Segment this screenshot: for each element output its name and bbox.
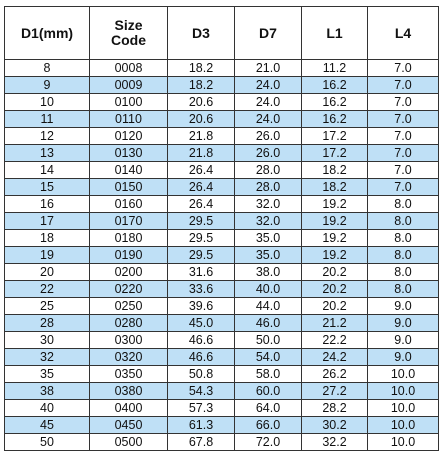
cell-l4: 10.0 [368,383,439,400]
cell-l4: 10.0 [368,434,439,451]
cell-size-code: 0220 [90,281,168,298]
cell-d3: 20.6 [168,111,235,128]
header-l1: L1 [302,7,368,60]
cell-size-code: 0180 [90,230,168,247]
cell-d1: 19 [5,247,90,264]
header-row [5,7,439,60]
cell-l4: 10.0 [368,366,439,383]
header-d1: D1(mm) [5,7,90,60]
cell-d1: 15 [5,179,90,196]
cell-d7: 24.0 [235,94,302,111]
cell-d1: 14 [5,162,90,179]
cell-l1: 24.2 [302,349,368,366]
cell-d7: 46.0 [235,315,302,332]
cell-d1: 10 [5,94,90,111]
table-row [5,247,439,264]
cell-l1: 30.2 [302,417,368,434]
cell-size-code: 0320 [90,349,168,366]
cell-d3: 21.8 [168,145,235,162]
cell-l4: 8.0 [368,230,439,247]
cell-d7: 50.0 [235,332,302,349]
cell-d1: 32 [5,349,90,366]
header-l4: L4 [368,7,439,60]
table-row [5,77,439,94]
dimension-table [4,6,439,451]
table-row [5,145,439,162]
cell-size-code: 0250 [90,298,168,315]
header-size-code-line1: Size [114,17,143,33]
cell-d3: 29.5 [168,247,235,264]
table-row [5,366,439,383]
cell-d7: 66.0 [235,417,302,434]
cell-l1: 11.2 [302,60,368,77]
cell-d1: 40 [5,400,90,417]
cell-d7: 32.0 [235,196,302,213]
cell-d3: 46.6 [168,332,235,349]
cell-l1: 19.2 [302,247,368,264]
cell-d7: 40.0 [235,281,302,298]
cell-d3: 29.5 [168,213,235,230]
table-row [5,111,439,128]
cell-l1: 16.2 [302,77,368,94]
cell-d1: 35 [5,366,90,383]
cell-l4: 7.0 [368,111,439,128]
cell-d3: 54.3 [168,383,235,400]
cell-l4: 8.0 [368,213,439,230]
cell-d3: 18.2 [168,77,235,94]
cell-size-code: 0350 [90,366,168,383]
table-row [5,281,439,298]
cell-d3: 46.6 [168,349,235,366]
cell-l1: 27.2 [302,383,368,400]
table-row [5,60,439,77]
cell-d3: 31.6 [168,264,235,281]
cell-d1: 22 [5,281,90,298]
cell-l1: 22.2 [302,332,368,349]
cell-d7: 32.0 [235,213,302,230]
cell-l4: 7.0 [368,162,439,179]
cell-d3: 18.2 [168,60,235,77]
cell-l1: 21.2 [302,315,368,332]
table-row [5,213,439,230]
cell-d3: 61.3 [168,417,235,434]
cell-l1: 18.2 [302,179,368,196]
cell-d1: 16 [5,196,90,213]
cell-l4: 9.0 [368,298,439,315]
cell-d1: 13 [5,145,90,162]
table-row [5,264,439,281]
cell-l4: 7.0 [368,94,439,111]
cell-d3: 39.6 [168,298,235,315]
cell-d1: 9 [5,77,90,94]
cell-d7: 35.0 [235,230,302,247]
cell-d3: 26.4 [168,196,235,213]
cell-l4: 9.0 [368,315,439,332]
cell-d1: 30 [5,332,90,349]
cell-l1: 19.2 [302,213,368,230]
cell-l1: 20.2 [302,298,368,315]
cell-d7: 64.0 [235,400,302,417]
cell-size-code: 0150 [90,179,168,196]
cell-l1: 20.2 [302,264,368,281]
cell-l4: 9.0 [368,349,439,366]
header-d3: D3 [168,7,235,60]
cell-size-code: 0130 [90,145,168,162]
cell-d3: 26.4 [168,179,235,196]
table-row [5,230,439,247]
table-row [5,349,439,366]
cell-d7: 24.0 [235,111,302,128]
cell-d7: 28.0 [235,179,302,196]
cell-size-code: 0160 [90,196,168,213]
cell-l1: 17.2 [302,128,368,145]
cell-d3: 21.8 [168,128,235,145]
cell-d7: 26.0 [235,145,302,162]
cell-d3: 29.5 [168,230,235,247]
cell-size-code: 0120 [90,128,168,145]
cell-d3: 57.3 [168,400,235,417]
cell-l4: 7.0 [368,128,439,145]
cell-l4: 8.0 [368,196,439,213]
header-size-code-line2: Code [111,32,146,48]
cell-l1: 32.2 [302,434,368,451]
cell-l1: 19.2 [302,196,368,213]
cell-size-code: 0190 [90,247,168,264]
cell-size-code: 0200 [90,264,168,281]
table-body [5,60,439,451]
table-row [5,417,439,434]
cell-d3: 26.4 [168,162,235,179]
table-row [5,179,439,196]
cell-d7: 28.0 [235,162,302,179]
cell-d1: 25 [5,298,90,315]
cell-size-code: 0400 [90,400,168,417]
cell-size-code: 0170 [90,213,168,230]
cell-l4: 7.0 [368,60,439,77]
cell-d7: 35.0 [235,247,302,264]
cell-l4: 8.0 [368,264,439,281]
cell-d1: 17 [5,213,90,230]
cell-l4: 9.0 [368,332,439,349]
table-row [5,162,439,179]
cell-l1: 20.2 [302,281,368,298]
table-row [5,298,439,315]
cell-l4: 7.0 [368,77,439,94]
cell-d1: 11 [5,111,90,128]
table-row [5,434,439,451]
cell-size-code: 0008 [90,60,168,77]
cell-d7: 72.0 [235,434,302,451]
cell-d7: 38.0 [235,264,302,281]
table-row [5,128,439,145]
cell-d3: 20.6 [168,94,235,111]
header-size-code [90,7,168,60]
cell-d7: 21.0 [235,60,302,77]
cell-l1: 17.2 [302,145,368,162]
cell-d1: 28 [5,315,90,332]
cell-d3: 45.0 [168,315,235,332]
cell-d1: 38 [5,383,90,400]
cell-l4: 8.0 [368,247,439,264]
cell-size-code: 0140 [90,162,168,179]
cell-l4: 10.0 [368,417,439,434]
cell-d1: 12 [5,128,90,145]
cell-d1: 18 [5,230,90,247]
table-row [5,332,439,349]
table-row [5,94,439,111]
cell-l1: 16.2 [302,111,368,128]
cell-d7: 54.0 [235,349,302,366]
cell-size-code: 0009 [90,77,168,94]
cell-size-code: 0110 [90,111,168,128]
table-row [5,196,439,213]
cell-l4: 8.0 [368,281,439,298]
cell-d3: 67.8 [168,434,235,451]
cell-size-code: 0100 [90,94,168,111]
cell-d3: 33.6 [168,281,235,298]
cell-size-code: 0280 [90,315,168,332]
cell-d1: 20 [5,264,90,281]
cell-d7: 44.0 [235,298,302,315]
cell-d3: 50.8 [168,366,235,383]
cell-l1: 18.2 [302,162,368,179]
cell-l1: 26.2 [302,366,368,383]
cell-l1: 16.2 [302,94,368,111]
cell-d1: 50 [5,434,90,451]
cell-d7: 24.0 [235,77,302,94]
cell-size-code: 0380 [90,383,168,400]
table-row [5,400,439,417]
cell-d7: 58.0 [235,366,302,383]
cell-size-code: 0500 [90,434,168,451]
cell-d7: 26.0 [235,128,302,145]
header-d7: D7 [235,7,302,60]
cell-l1: 28.2 [302,400,368,417]
cell-d7: 60.0 [235,383,302,400]
table-header [5,7,439,60]
cell-size-code: 0450 [90,417,168,434]
cell-l4: 10.0 [368,400,439,417]
cell-size-code: 0300 [90,332,168,349]
table-row [5,315,439,332]
cell-d1: 45 [5,417,90,434]
cell-l4: 7.0 [368,179,439,196]
cell-d1: 8 [5,60,90,77]
cell-l1: 19.2 [302,230,368,247]
cell-l4: 7.0 [368,145,439,162]
table-row [5,383,439,400]
